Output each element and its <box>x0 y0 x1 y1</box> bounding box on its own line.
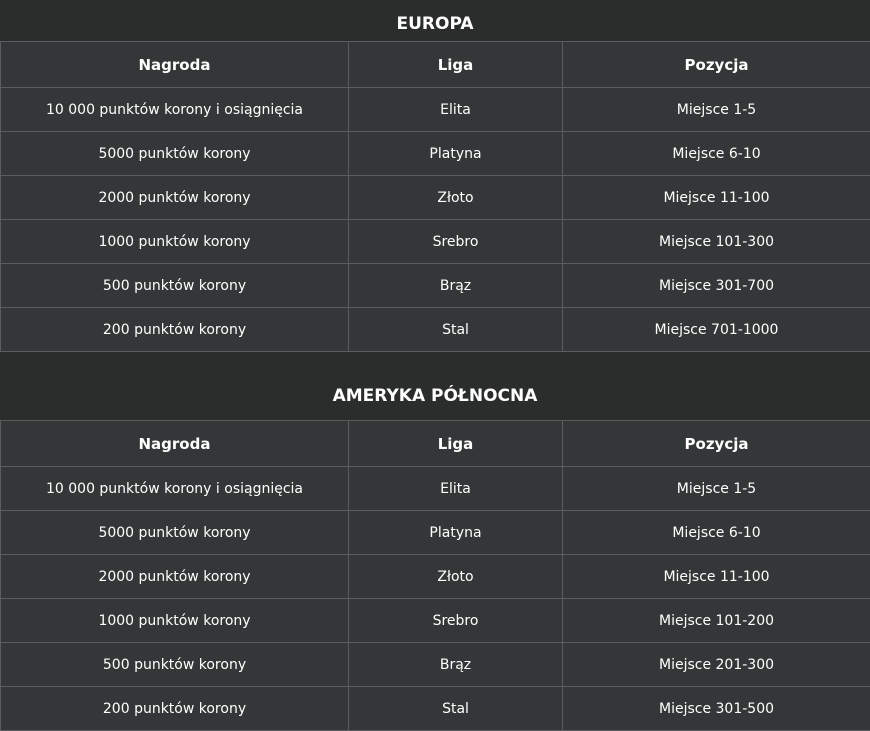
reward-cell: 5000 punktów korony <box>1 132 349 176</box>
column-header-league: Liga <box>349 42 563 88</box>
position-cell: Miejsce 6-10 <box>563 132 870 176</box>
reward-cell: 2000 punktów korony <box>1 176 349 220</box>
table-row <box>1 88 870 132</box>
table-header-row <box>1 42 870 88</box>
league-cell: Srebro <box>349 220 563 264</box>
reward-cell: 2000 punktów korony <box>1 555 349 599</box>
league-cell: Brąz <box>349 264 563 308</box>
position-cell: Miejsce 701-1000 <box>563 308 870 352</box>
league-cell: Stal <box>349 687 563 731</box>
table-row <box>1 555 870 599</box>
column-header-reward: Nagroda <box>1 42 349 88</box>
table-row <box>1 264 870 308</box>
table-row <box>1 687 870 731</box>
position-cell: Miejsce 301-500 <box>563 687 870 731</box>
table-row <box>1 176 870 220</box>
column-header-reward: Nagroda <box>1 421 349 467</box>
reward-cell: 1000 punktów korony <box>1 220 349 264</box>
reward-cell: 500 punktów korony <box>1 264 349 308</box>
position-cell: Miejsce 11-100 <box>563 176 870 220</box>
position-cell: Miejsce 1-5 <box>563 467 870 511</box>
column-header-position: Pozycja <box>563 421 870 467</box>
league-cell: Złoto <box>349 555 563 599</box>
reward-cell: 10 000 punktów korony i osiągnięcia <box>1 467 349 511</box>
reward-cell: 5000 punktów korony <box>1 511 349 555</box>
position-cell: Miejsce 101-200 <box>563 599 870 643</box>
reward-cell: 10 000 punktów korony i osiągnięcia <box>1 88 349 132</box>
league-cell: Platyna <box>349 132 563 176</box>
position-cell: Miejsce 11-100 <box>563 555 870 599</box>
league-cell: Srebro <box>349 599 563 643</box>
position-cell: Miejsce 301-700 <box>563 264 870 308</box>
reward-cell: 500 punktów korony <box>1 643 349 687</box>
column-header-league: Liga <box>349 421 563 467</box>
table-row <box>1 511 870 555</box>
table-row <box>1 220 870 264</box>
section-title-europa: EUROPA <box>0 0 870 41</box>
table-row <box>1 643 870 687</box>
reward-cell: 200 punktów korony <box>1 308 349 352</box>
league-cell: Elita <box>349 467 563 511</box>
reward-cell: 1000 punktów korony <box>1 599 349 643</box>
column-header-position: Pozycja <box>563 42 870 88</box>
rewards-table-north-america <box>0 420 870 731</box>
position-cell: Miejsce 6-10 <box>563 511 870 555</box>
section-spacer <box>0 352 870 372</box>
league-cell: Platyna <box>349 511 563 555</box>
league-cell: Stal <box>349 308 563 352</box>
table-row <box>1 599 870 643</box>
league-cell: Elita <box>349 88 563 132</box>
position-cell: Miejsce 101-300 <box>563 220 870 264</box>
table-row <box>1 467 870 511</box>
table-row <box>1 132 870 176</box>
position-cell: Miejsce 1-5 <box>563 88 870 132</box>
league-cell: Złoto <box>349 176 563 220</box>
league-cell: Brąz <box>349 643 563 687</box>
rewards-table-europa <box>0 41 870 352</box>
table-row <box>1 308 870 352</box>
reward-cell: 200 punktów korony <box>1 687 349 731</box>
section-title-north-america: AMERYKA PÓŁNOCNA <box>0 372 870 420</box>
position-cell: Miejsce 201-300 <box>563 643 870 687</box>
table-header-row <box>1 421 870 467</box>
